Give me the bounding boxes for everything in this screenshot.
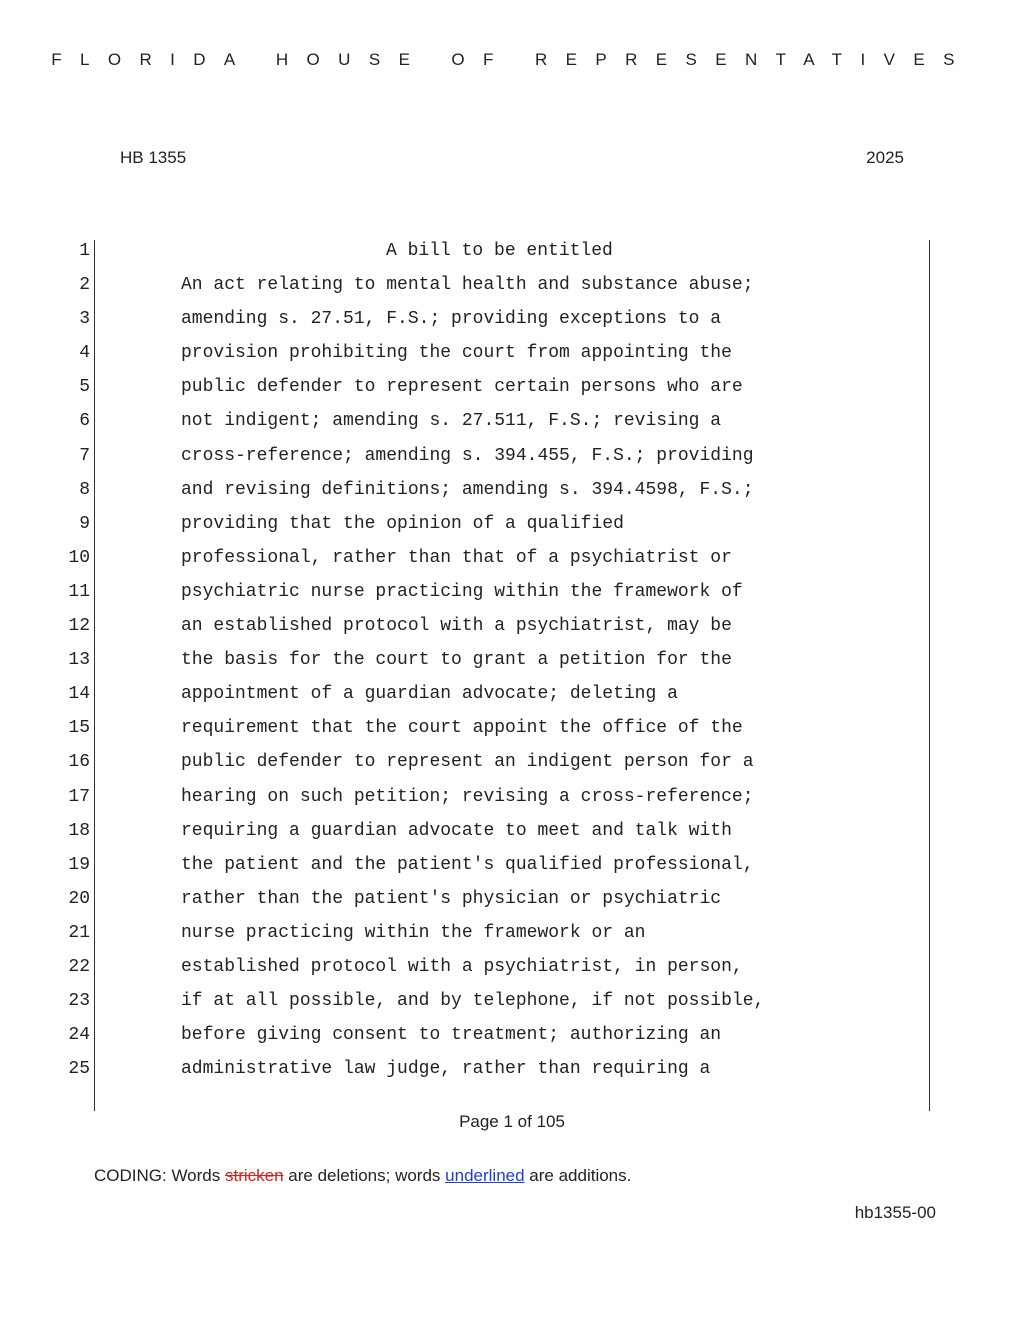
line-text: the basis for the court to grant a petition for the [181, 650, 732, 671]
line-text: public defender to represent an indigent person for a [181, 752, 754, 773]
line-number: 7 [79, 445, 90, 466]
bill-line [0, 746, 1024, 780]
line-number: 13 [68, 650, 90, 671]
bill-line [0, 712, 1024, 746]
line-number: 11 [68, 581, 90, 602]
line-number: 12 [68, 616, 90, 637]
line-number: 14 [68, 684, 90, 705]
bill-line [0, 337, 1024, 371]
line-number: 4 [79, 343, 90, 364]
coding-legend [94, 1166, 631, 1186]
line-text: nurse practicing within the framework or an [181, 922, 646, 943]
line-number: 20 [68, 888, 90, 909]
line-text: psychiatric nurse practicing within the framework of [181, 581, 743, 602]
bill-line [0, 1019, 1024, 1053]
line-number: 5 [79, 377, 90, 398]
coding-suffix: are additions. [524, 1166, 632, 1185]
bill-line [0, 849, 1024, 883]
line-text: amending s. 27.51, F.S.; providing exceptions to a [181, 309, 722, 330]
line-text: provision prohibiting the court from appointing the [181, 343, 732, 364]
line-number: 1 [79, 241, 90, 261]
bill-line [0, 576, 1024, 610]
line-number: 10 [68, 547, 90, 568]
bill-text-lines [0, 235, 1024, 1087]
bill-title-line: A bill to be entitled [386, 241, 613, 261]
bill-line [0, 883, 1024, 917]
line-text: requiring a guardian advocate to meet and talk with [181, 820, 732, 841]
bill-line [0, 951, 1024, 985]
bill-line [0, 1053, 1024, 1087]
document-code: hb1355-00 [854, 1203, 936, 1222]
line-number: 6 [79, 411, 90, 432]
coding-middle: are deletions; words [283, 1166, 446, 1185]
bill-line [0, 371, 1024, 405]
bill-line [0, 235, 1024, 269]
chamber-header: FLORIDA HOUSE OF REPRESENTATIVES [51, 50, 973, 69]
line-text: not indigent; amending s. 27.511, F.S.; revising a [181, 411, 722, 432]
line-number: 15 [68, 718, 90, 739]
bill-line [0, 610, 1024, 644]
bill-line [0, 985, 1024, 1019]
bill-line [0, 644, 1024, 678]
bill-line [0, 917, 1024, 951]
line-text: if at all possible, and by telephone, if not possible, [181, 991, 765, 1012]
line-text: the patient and the patient's qualified professional, [181, 854, 754, 875]
line-number: 25 [68, 1059, 90, 1080]
bill-number: HB 1355 [120, 148, 187, 167]
line-number: 24 [68, 1025, 90, 1046]
line-number: 19 [68, 854, 90, 875]
line-text: rather than the patient's physician or psychiatric [181, 888, 722, 909]
line-text: An act relating to mental health and substance abuse; [181, 275, 754, 296]
bill-line [0, 405, 1024, 439]
line-number: 18 [68, 820, 90, 841]
bill-year: 2025 [866, 148, 904, 167]
page-number: Page 1 of 105 [459, 1112, 565, 1131]
coding-prefix: CODING: Words [94, 1166, 225, 1185]
bill-line [0, 542, 1024, 576]
line-number: 23 [68, 991, 90, 1012]
line-text: and revising definitions; amending s. 394.4598, F.S.; [181, 479, 754, 500]
bill-line [0, 474, 1024, 508]
line-text: established protocol with a psychiatrist, in person, [181, 956, 743, 977]
bill-line [0, 815, 1024, 849]
bill-line [0, 678, 1024, 712]
line-number: 9 [79, 513, 90, 534]
line-text: requirement that the court appoint the office of the [181, 718, 743, 739]
line-number: 8 [79, 479, 90, 500]
line-text: an established protocol with a psychiatrist, may be [181, 616, 732, 637]
coding-stricken-sample: stricken [224, 1166, 284, 1185]
line-number: 3 [79, 309, 90, 330]
bill-line [0, 508, 1024, 542]
line-number: 22 [68, 956, 90, 977]
bill-line [0, 303, 1024, 337]
bill-line [0, 440, 1024, 474]
line-text: professional, rather than that of a psychiatrist or [181, 547, 732, 568]
line-number: 17 [68, 786, 90, 807]
line-text: appointment of a guardian advocate; deleting a [181, 684, 678, 705]
line-text: providing that the opinion of a qualified [181, 513, 624, 534]
line-text: administrative law judge, rather than requiring a [181, 1059, 711, 1080]
line-number: 16 [68, 752, 90, 773]
line-number: 21 [68, 922, 90, 943]
line-text: public defender to represent certain persons who are [181, 377, 743, 398]
line-text: before giving consent to treatment; authorizing an [181, 1025, 722, 1046]
line-number: 2 [79, 275, 90, 296]
line-text: cross-reference; amending s. 394.455, F.S.; providing [181, 445, 754, 466]
bill-line [0, 781, 1024, 815]
line-text: hearing on such petition; revising a cross-reference; [181, 786, 754, 807]
bill-line [0, 269, 1024, 303]
coding-underlined-sample: underlined [445, 1166, 525, 1185]
